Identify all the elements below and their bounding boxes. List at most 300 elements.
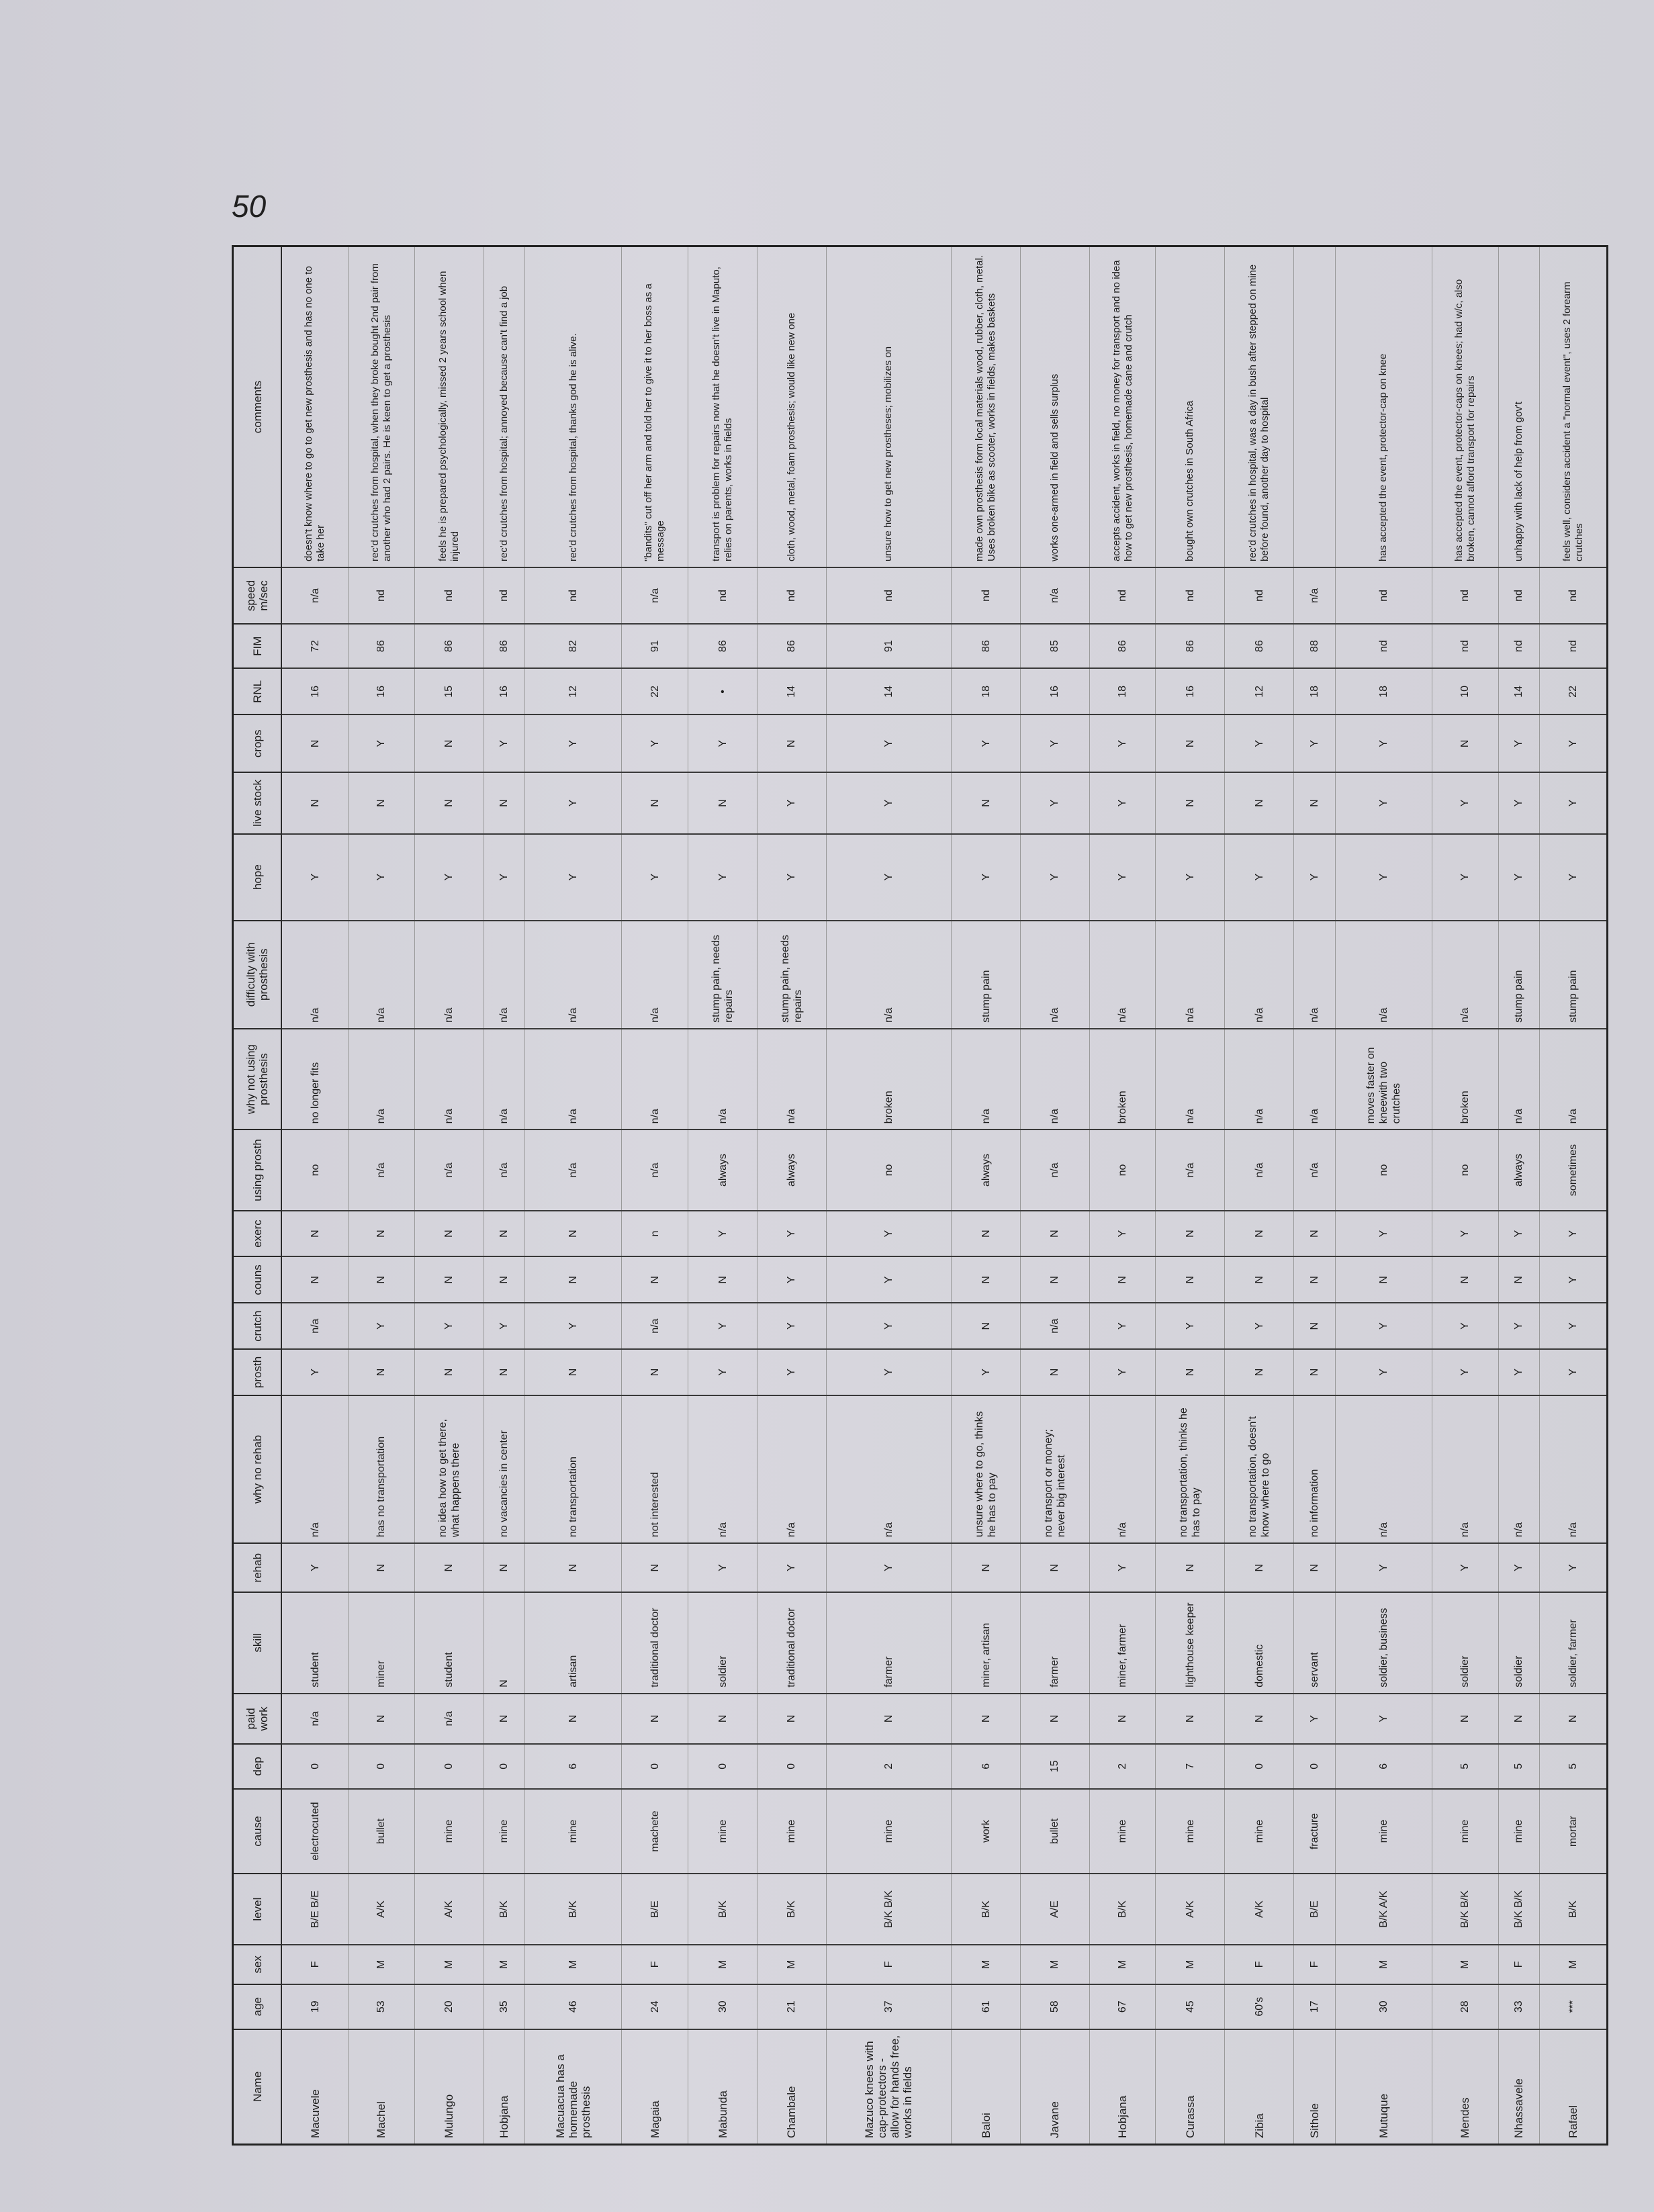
table-cell: Y bbox=[1540, 1211, 1608, 1257]
table-cell: 86 bbox=[414, 624, 484, 669]
table-cell: Y bbox=[757, 1303, 826, 1349]
table-cell: Y bbox=[688, 715, 757, 772]
patient-name-cell: Baloi bbox=[952, 2029, 1021, 2145]
table-cell: unsure where to go, thinks he has to pay bbox=[952, 1395, 1021, 1543]
table-cell: 22 bbox=[622, 669, 688, 715]
table-cell: 53 bbox=[349, 1984, 415, 2029]
table-cell: N bbox=[1498, 1256, 1539, 1303]
table-cell: M bbox=[414, 1945, 484, 1984]
table-cell: B/E B/E bbox=[281, 1874, 349, 1944]
column-header: difficulty with prosthesis bbox=[233, 921, 282, 1029]
comment-cell: bought own crutches in South Africa bbox=[1156, 246, 1225, 568]
table-cell: nd bbox=[1432, 624, 1499, 669]
table-cell: 14 bbox=[757, 669, 826, 715]
table-cell: N bbox=[414, 715, 484, 772]
table-cell: 30 bbox=[1335, 1984, 1432, 2029]
table-cell: N bbox=[688, 772, 757, 833]
table-cell: 18 bbox=[952, 669, 1021, 715]
table-cell: Y bbox=[414, 834, 484, 921]
table-cell: nd bbox=[952, 567, 1021, 624]
table-body bbox=[281, 246, 1608, 2145]
table-cell: 86 bbox=[688, 624, 757, 669]
column-header: crops bbox=[233, 715, 282, 772]
table-cell: n/a bbox=[688, 1395, 757, 1543]
table-cell: 0 bbox=[1225, 1744, 1294, 1789]
table-cell: Y bbox=[524, 834, 622, 921]
table-cell: Y bbox=[952, 834, 1021, 921]
table-cell: N bbox=[414, 1349, 484, 1395]
table-cell: student bbox=[414, 1592, 484, 1693]
table-cell: Y bbox=[1498, 1543, 1539, 1592]
table-cell: N bbox=[524, 1694, 622, 1744]
table-cell: Y bbox=[1021, 834, 1090, 921]
table-cell: Y bbox=[281, 834, 349, 921]
column-header: live stock bbox=[233, 772, 282, 833]
table-cell: stump pain bbox=[1498, 921, 1539, 1029]
table-cell: work bbox=[952, 1789, 1021, 1874]
table-cell: n/a bbox=[281, 567, 349, 624]
table-cell: farmer bbox=[1021, 1592, 1090, 1693]
column-header: dep bbox=[233, 1744, 282, 1789]
table-cell: miner, artisan bbox=[952, 1592, 1021, 1693]
table-cell: Y bbox=[757, 834, 826, 921]
table-cell: has no transportation bbox=[349, 1395, 415, 1543]
patient-name-cell: Nhassavele bbox=[1498, 2029, 1539, 2145]
column-header: skill bbox=[233, 1592, 282, 1693]
table-cell: N bbox=[826, 1694, 951, 1744]
table-cell: Y bbox=[1498, 715, 1539, 772]
table-cell: M bbox=[688, 1945, 757, 1984]
table-cell: moves faster on kneewith two crutches bbox=[1335, 1029, 1432, 1130]
column-header: couns bbox=[233, 1256, 282, 1303]
table-cell: N bbox=[281, 715, 349, 772]
table-cell: Y bbox=[952, 715, 1021, 772]
table-cell: n/a bbox=[688, 1029, 757, 1130]
table-cell: M bbox=[484, 1945, 524, 1984]
table-row bbox=[1089, 246, 1156, 2145]
column-header: paid work bbox=[233, 1694, 282, 1744]
table-cell: Y bbox=[484, 1303, 524, 1349]
table-cell: mine bbox=[757, 1789, 826, 1874]
patient-name-cell: Macuvele bbox=[281, 2029, 349, 2145]
table-cell: 7 bbox=[1156, 1744, 1225, 1789]
table-cell: n/a bbox=[1294, 567, 1335, 624]
table-cell: N bbox=[349, 1349, 415, 1395]
table-cell: 46 bbox=[524, 1984, 622, 2029]
patient-name-cell: Zibia bbox=[1225, 2029, 1294, 2145]
table-cell: n/a bbox=[1021, 567, 1090, 624]
table-cell: B/K B/K bbox=[1432, 1874, 1499, 1944]
table-cell: Y bbox=[688, 1543, 757, 1592]
table-cell: F bbox=[1225, 1945, 1294, 1984]
table-cell: mine bbox=[414, 1789, 484, 1874]
table-cell: B/K B/K bbox=[1498, 1874, 1539, 1944]
table-cell: n/a bbox=[1432, 921, 1499, 1029]
table-cell: 15 bbox=[1021, 1744, 1090, 1789]
table-cell: Y bbox=[349, 1303, 415, 1349]
table-cell: Y bbox=[688, 1211, 757, 1257]
table-cell: N bbox=[622, 1256, 688, 1303]
patient-name-cell: Mulungo bbox=[414, 2029, 484, 2145]
table-cell: nd bbox=[1498, 624, 1539, 669]
table-cell: M bbox=[757, 1945, 826, 1984]
table-cell: Y bbox=[1540, 772, 1608, 833]
table-cell: N bbox=[414, 772, 484, 833]
table-cell: Y bbox=[1294, 1694, 1335, 1744]
table-cell: soldier bbox=[1498, 1592, 1539, 1693]
table-cell: n/a bbox=[622, 921, 688, 1029]
table-cell: n/a bbox=[524, 1130, 622, 1210]
table-cell: 0 bbox=[281, 1744, 349, 1789]
table-cell: no bbox=[826, 1130, 951, 1210]
table-cell: M bbox=[1540, 1945, 1608, 1984]
column-header: prosth bbox=[233, 1349, 282, 1395]
table-cell: A/K bbox=[1225, 1874, 1294, 1944]
table-cell: n/a bbox=[524, 921, 622, 1029]
table-cell: F bbox=[826, 1945, 951, 1984]
patient-name-cell: Macuacua has a homemade prosthesis bbox=[524, 2029, 622, 2145]
table-cell: n/a bbox=[281, 1303, 349, 1349]
table-cell: student bbox=[281, 1592, 349, 1693]
table-cell: 82 bbox=[524, 624, 622, 669]
patient-name-cell: Javane bbox=[1021, 2029, 1090, 2145]
table-cell: bullet bbox=[349, 1789, 415, 1874]
table-cell: 35 bbox=[484, 1984, 524, 2029]
table-cell: 22 bbox=[1540, 669, 1608, 715]
table-cell: Y bbox=[1432, 1211, 1499, 1257]
column-header: FIM bbox=[233, 624, 282, 669]
table-cell: N bbox=[281, 1256, 349, 1303]
table-cell: nd bbox=[1089, 567, 1156, 624]
table-cell: n/a bbox=[349, 1029, 415, 1130]
column-header: cause bbox=[233, 1789, 282, 1874]
patient-name-cell: Curassa bbox=[1156, 2029, 1225, 2145]
table-cell: Y bbox=[1089, 1543, 1156, 1592]
table-cell: n/a bbox=[414, 1694, 484, 1744]
table-cell: no transportation bbox=[524, 1395, 622, 1543]
table-cell: n/a bbox=[414, 1130, 484, 1210]
table-cell: n/a bbox=[484, 1029, 524, 1130]
table-cell: Y bbox=[1540, 1349, 1608, 1395]
table-cell: nd bbox=[1335, 567, 1432, 624]
table-cell: electrocuted bbox=[281, 1789, 349, 1874]
table-cell: B/E bbox=[622, 1874, 688, 1944]
table-cell: n bbox=[622, 1211, 688, 1257]
table-cell: A/E bbox=[1021, 1874, 1090, 1944]
table-cell: Y bbox=[1540, 715, 1608, 772]
table-cell: N bbox=[484, 1349, 524, 1395]
table-cell: N bbox=[1225, 1211, 1294, 1257]
table-cell: nd bbox=[826, 567, 951, 624]
table-cell: mine bbox=[484, 1789, 524, 1874]
table-cell: Y bbox=[281, 1349, 349, 1395]
table-cell: N bbox=[952, 772, 1021, 833]
table-cell: always bbox=[757, 1130, 826, 1210]
table-cell: Y bbox=[1432, 1543, 1499, 1592]
table-cell: N bbox=[1294, 772, 1335, 833]
table-cell: Y bbox=[622, 715, 688, 772]
table-cell: n/a bbox=[484, 921, 524, 1029]
table-cell: Y bbox=[826, 772, 951, 833]
rotated-table-container bbox=[232, 245, 1608, 2146]
table-cell: • bbox=[688, 669, 757, 715]
table-cell: N bbox=[414, 1543, 484, 1592]
table-cell: B/K bbox=[524, 1874, 622, 1944]
table-cell: n/a bbox=[952, 1029, 1021, 1130]
table-cell: Y bbox=[281, 1543, 349, 1592]
table-cell: B/K bbox=[1089, 1874, 1156, 1944]
patient-name-cell: Hobjana bbox=[484, 2029, 524, 2145]
column-header: why no rehab bbox=[233, 1395, 282, 1543]
table-cell: nd bbox=[1432, 567, 1499, 624]
table-cell: broken bbox=[826, 1029, 951, 1130]
table-cell: Y bbox=[1335, 1303, 1432, 1349]
table-cell: n/a bbox=[1089, 1395, 1156, 1543]
table-cell: 91 bbox=[622, 624, 688, 669]
table-cell: F bbox=[622, 1945, 688, 1984]
table-cell: Y bbox=[1498, 772, 1539, 833]
table-cell: 86 bbox=[952, 624, 1021, 669]
table-cell: N bbox=[1156, 772, 1225, 833]
table-cell: mine bbox=[826, 1789, 951, 1874]
table-cell: M bbox=[952, 1945, 1021, 1984]
table-cell: Y bbox=[1432, 1303, 1499, 1349]
table-cell: mine bbox=[524, 1789, 622, 1874]
table-cell: N bbox=[1089, 1256, 1156, 1303]
table-cell: N bbox=[622, 1543, 688, 1592]
table-cell: n/a bbox=[622, 1130, 688, 1210]
table-cell: N bbox=[622, 772, 688, 833]
table-cell: N bbox=[349, 1543, 415, 1592]
table-row bbox=[688, 246, 757, 2145]
table-cell: Y bbox=[826, 1543, 951, 1592]
table-cell: N bbox=[622, 1349, 688, 1395]
table-cell: domestic bbox=[1225, 1592, 1294, 1693]
table-cell: Y bbox=[826, 715, 951, 772]
comment-cell: unhappy with lack of help from gov't bbox=[1498, 246, 1539, 568]
column-header: age bbox=[233, 1984, 282, 2029]
table-row bbox=[524, 246, 622, 2145]
table-cell: 61 bbox=[952, 1984, 1021, 2029]
table-cell: Y bbox=[826, 1256, 951, 1303]
table-row bbox=[952, 246, 1021, 2145]
table-cell: Y bbox=[1335, 1211, 1432, 1257]
table-cell: stump pain bbox=[1540, 921, 1608, 1029]
table-cell: N bbox=[1225, 772, 1294, 833]
table-cell: soldier bbox=[688, 1592, 757, 1693]
table-cell: 16 bbox=[1021, 669, 1090, 715]
table-cell: n/a bbox=[349, 1130, 415, 1210]
table-cell: 18 bbox=[1089, 669, 1156, 715]
column-header: exerc bbox=[233, 1211, 282, 1257]
comment-cell: has accepted the event, protector-caps on knees; had w/c, also broken, cannot afford transport for repairs bbox=[1432, 246, 1499, 568]
table-cell: N bbox=[1294, 1256, 1335, 1303]
column-header: RNL bbox=[233, 669, 282, 715]
table-cell: n/a bbox=[826, 1395, 951, 1543]
table-cell: always bbox=[688, 1130, 757, 1210]
table-row bbox=[1225, 246, 1294, 2145]
table-cell: N bbox=[757, 1694, 826, 1744]
table-cell: 17 bbox=[1294, 1984, 1335, 2029]
table-cell: N bbox=[484, 1592, 524, 1693]
table-cell: Y bbox=[1156, 1303, 1225, 1349]
table-cell: n/a bbox=[281, 1395, 349, 1543]
table-cell: Y bbox=[1540, 1303, 1608, 1349]
table-cell: Y bbox=[1540, 1543, 1608, 1592]
comment-cell: rec'd crutches from hospital, when they broke bought 2nd pair from another who had 2 pairs. He is keen to get a prosthesis bbox=[349, 246, 415, 568]
table-cell: Y bbox=[1089, 715, 1156, 772]
table-cell: mortar bbox=[1540, 1789, 1608, 1874]
table-cell: no bbox=[281, 1130, 349, 1210]
table-cell: Y bbox=[484, 834, 524, 921]
table-cell: N bbox=[524, 1349, 622, 1395]
table-cell: 37 bbox=[826, 1984, 951, 2029]
table-cell: nd bbox=[757, 567, 826, 624]
table-cell: n/a bbox=[826, 921, 951, 1029]
table-cell: N bbox=[484, 772, 524, 833]
table-cell: N bbox=[1156, 1211, 1225, 1257]
table-cell: N bbox=[952, 1256, 1021, 1303]
patient-name-cell: Chambale bbox=[757, 2029, 826, 2145]
table-cell: always bbox=[952, 1130, 1021, 1210]
table-cell: nd bbox=[1540, 567, 1608, 624]
table-cell: Y bbox=[1225, 1303, 1294, 1349]
table-cell: Y bbox=[524, 1303, 622, 1349]
table-cell: Y bbox=[414, 1303, 484, 1349]
table-cell: n/a bbox=[622, 1303, 688, 1349]
table-row bbox=[1021, 246, 1090, 2145]
table-cell: N bbox=[1294, 1303, 1335, 1349]
table-cell: Y bbox=[1335, 1349, 1432, 1395]
table-cell: Y bbox=[1335, 1543, 1432, 1592]
table-cell: n/a bbox=[1540, 1029, 1608, 1130]
table-cell: N bbox=[1335, 1256, 1432, 1303]
table-cell: nd bbox=[484, 567, 524, 624]
comment-cell: cloth, wood, metal, foam prosthesis; would like new one bbox=[757, 246, 826, 568]
table-cell: A/K bbox=[1156, 1874, 1225, 1944]
table-cell: 20 bbox=[414, 1984, 484, 2029]
comment-cell bbox=[1294, 246, 1335, 568]
table-cell: N bbox=[281, 1211, 349, 1257]
table-cell: N bbox=[484, 1543, 524, 1592]
table-row bbox=[622, 246, 688, 2145]
table-cell: Y bbox=[688, 1303, 757, 1349]
table-cell: no bbox=[1089, 1130, 1156, 1210]
table-cell: N bbox=[1540, 1694, 1608, 1744]
table-row bbox=[1156, 246, 1225, 2145]
table-cell: 18 bbox=[1294, 669, 1335, 715]
table-cell: 15 bbox=[414, 669, 484, 715]
table-cell: n/a bbox=[1021, 1029, 1090, 1130]
table-cell: Y bbox=[1089, 1303, 1156, 1349]
table-cell: 12 bbox=[524, 669, 622, 715]
table-cell: 16 bbox=[1156, 669, 1225, 715]
comment-cell: rec'd crutches from hospital; annoyed because can't find a job bbox=[484, 246, 524, 568]
table-cell: 19 bbox=[281, 1984, 349, 2029]
table-cell: mine bbox=[1089, 1789, 1156, 1874]
table-cell: A/K bbox=[414, 1874, 484, 1944]
table-cell: N bbox=[1021, 1256, 1090, 1303]
table-cell: n/a bbox=[484, 1130, 524, 1210]
table-cell: 16 bbox=[281, 669, 349, 715]
table-cell: n/a bbox=[1498, 1395, 1539, 1543]
table-cell: N bbox=[281, 772, 349, 833]
table-cell: 16 bbox=[484, 669, 524, 715]
table-row bbox=[414, 246, 484, 2145]
table-cell: N bbox=[1021, 1349, 1090, 1395]
table-row bbox=[757, 246, 826, 2145]
table-cell: lighthouse keeper bbox=[1156, 1592, 1225, 1693]
table-cell: 14 bbox=[826, 669, 951, 715]
table-cell: 86 bbox=[1225, 624, 1294, 669]
table-cell: miner, farmer bbox=[1089, 1592, 1156, 1693]
table-cell: N bbox=[1225, 1349, 1294, 1395]
table-cell: farmer bbox=[826, 1592, 951, 1693]
table-cell: B/K bbox=[688, 1874, 757, 1944]
table-cell: N bbox=[524, 1543, 622, 1592]
table-cell: n/a bbox=[1225, 1130, 1294, 1210]
table-cell: Y bbox=[1225, 715, 1294, 772]
table-cell: mine bbox=[1225, 1789, 1294, 1874]
table-cell: Y bbox=[1432, 834, 1499, 921]
table-cell: 86 bbox=[757, 624, 826, 669]
table-row bbox=[1432, 246, 1499, 2145]
table-cell: mine bbox=[1156, 1789, 1225, 1874]
table-cell: Y bbox=[757, 1211, 826, 1257]
table-cell: n/a bbox=[1294, 1130, 1335, 1210]
column-header: using prosth bbox=[233, 1130, 282, 1210]
table-cell: M bbox=[349, 1945, 415, 1984]
table-cell: Y bbox=[688, 1349, 757, 1395]
table-row bbox=[484, 246, 524, 2145]
column-header: Name bbox=[233, 2029, 282, 2145]
column-header: level bbox=[233, 1874, 282, 1944]
table-cell: no transportation, thinks he has to pay bbox=[1156, 1395, 1225, 1543]
table-cell: Y bbox=[1540, 1256, 1608, 1303]
table-cell: servant bbox=[1294, 1592, 1335, 1693]
table-cell: B/K B/K bbox=[826, 1874, 951, 1944]
table-cell: nd bbox=[688, 567, 757, 624]
table-cell: Y bbox=[1294, 715, 1335, 772]
table-cell: n/a bbox=[757, 1029, 826, 1130]
comment-cell: made own prosthesis form local materials wood, rubber, cloth, metal. Uses broken bike as scooter, works in fields, makes baskets bbox=[952, 246, 1021, 568]
table-cell: Y bbox=[757, 1349, 826, 1395]
table-cell: B/K bbox=[757, 1874, 826, 1944]
table-cell: Y bbox=[1089, 1211, 1156, 1257]
table-cell: no bbox=[1432, 1130, 1499, 1210]
table-cell: Y bbox=[622, 834, 688, 921]
table-row bbox=[1498, 246, 1539, 2145]
patient-name-cell: Machel bbox=[349, 2029, 415, 2145]
table-row bbox=[281, 246, 349, 2145]
table-cell: n/a bbox=[1335, 1395, 1432, 1543]
table-cell: F bbox=[1294, 1945, 1335, 1984]
table-cell: N bbox=[484, 1256, 524, 1303]
table-cell: Y bbox=[757, 1543, 826, 1592]
table-cell: N bbox=[414, 1211, 484, 1257]
table-cell: 28 bbox=[1432, 1984, 1499, 2029]
table-cell: 5 bbox=[1498, 1744, 1539, 1789]
table-cell: Y bbox=[1089, 772, 1156, 833]
table-cell: Y bbox=[1335, 772, 1432, 833]
table-cell: Y bbox=[1089, 834, 1156, 921]
table-cell: soldier, business bbox=[1335, 1592, 1432, 1693]
table-cell: n/a bbox=[524, 1029, 622, 1130]
table-cell: *** bbox=[1540, 1984, 1608, 2029]
table-cell: no vacancies in center bbox=[484, 1395, 524, 1543]
table-cell: n/a bbox=[281, 1694, 349, 1744]
table-cell: Y bbox=[826, 834, 951, 921]
